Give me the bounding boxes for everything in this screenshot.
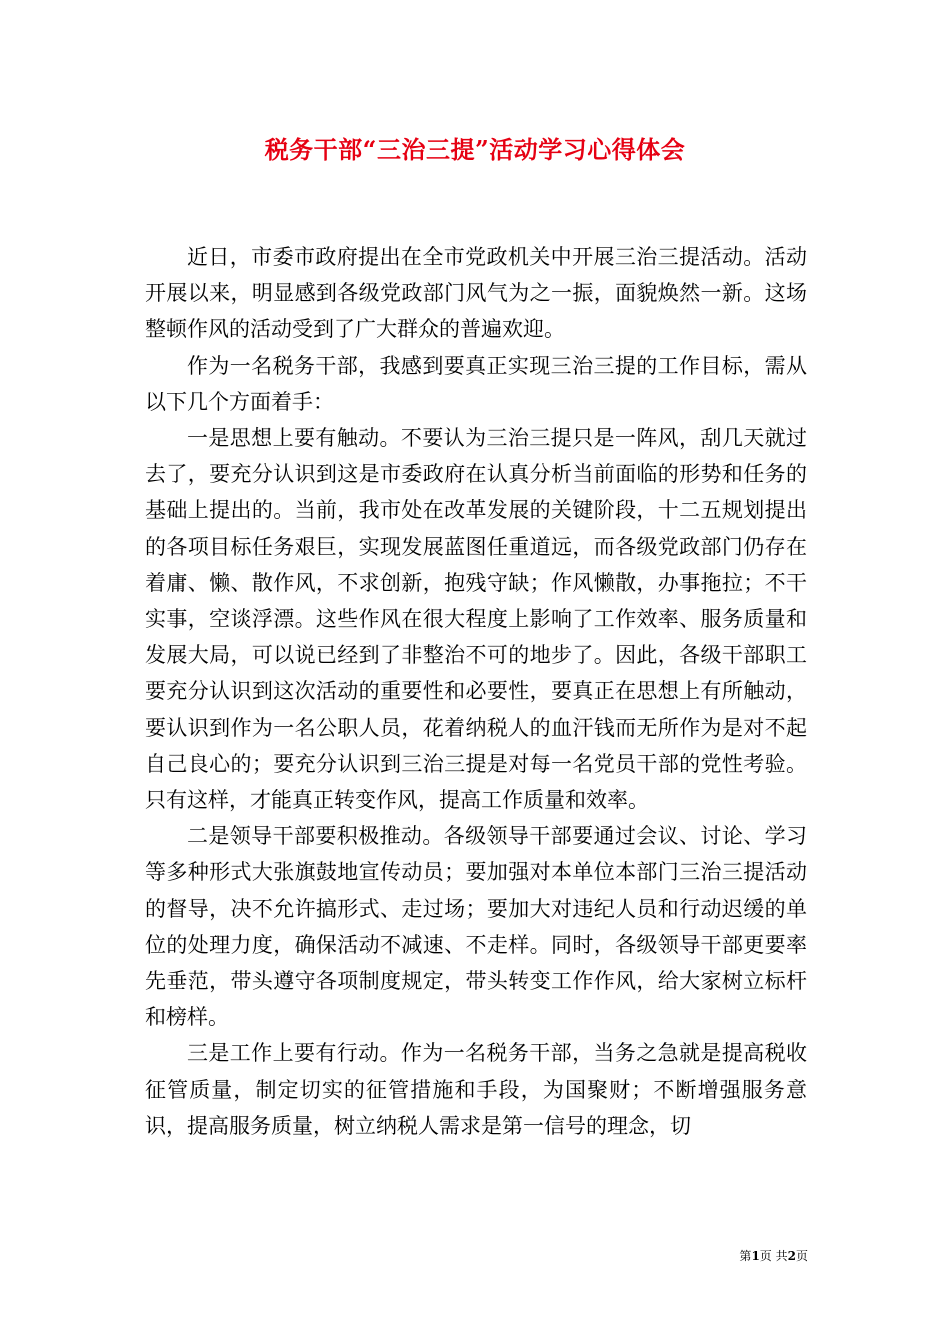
paragraph-point-three: 三是工作上要有行动。作为一名税务干部，当务之急就是提高税收征管质量，制定切实的征管措施和手段，为国聚财；不断增强服务意识，提高服务质量，树立纳税人需求是第一信号的理念，切 [145, 1041, 807, 1138]
paragraph-intro: 近日，市委市政府提出在全市党政机关中开展三治三提活动。活动开展以来，明显感到各级党政部门风气为之一振，面貌焕然一新。这场整顿作风的活动受到了广大群众的普遍欢迎。 [145, 245, 807, 342]
page-number-footer [700, 1248, 808, 1264]
document-title: 税务干部“三治三提”活动学习心得体会 [264, 135, 686, 164]
footer-current-page: 1 [751, 1249, 760, 1263]
footer-suffix: 页 [795, 1249, 808, 1263]
footer-middle: 页 共 [759, 1249, 788, 1263]
footer-total-pages: 2 [787, 1249, 796, 1263]
footer-prefix: 第 [739, 1249, 752, 1263]
paragraph-point-one: 一是思想上要有触动。不要认为三治三提只是一阵风，刮几天就过去了，要充分认识到这是市委政府在认真分析当前面临的形势和任务的基础上提出的。当前，我市处在改革发展的关键阶段，十二五规划提出的各项目标任务艰巨，实现发展蓝图任重道远，而各级党政部门仍存在着庸、懒、散作风，不求创新，抱残守缺；作风懒散，办事拖拉；不干实事，空谈浮漂。这些作风在很大程度上影响了工作效率、服务质量和发展大局，可以说已经到了非整治不可的地步了。因此，各级干部职工要充分认识到这次活动的重要性和必要性，要真正在思想上有所触动，要认识到作为一名公职人员，花着纳税人的血汗钱而无所作为是对不起自己良心的；要充分认识到三治三提是对每一名党员干部的党性考验。只有这样，才能真正转变作风，提高工作质量和效率。 [145, 426, 807, 813]
paragraph-approach: 作为一名税务干部，我感到要真正实现三治三提的工作目标，需从以下几个方面着手： [145, 353, 807, 414]
paragraph-point-two: 二是领导干部要积极推动。各级领导干部要通过会议、讨论、学习等多种形式大张旗鼓地宣传动员；要加强对本单位本部门三治三提活动的督导，决不允许搞形式、走过场；要加大对违纪人员和行动迟缓的单位的处理力度，确保活动不减速、不走样。同时，各级领导干部更要率先垂范，带头遵守各项制度规定，带头转变工作作风，给大家树立标杆和榜样。 [145, 824, 807, 1030]
document-body [145, 239, 807, 1144]
